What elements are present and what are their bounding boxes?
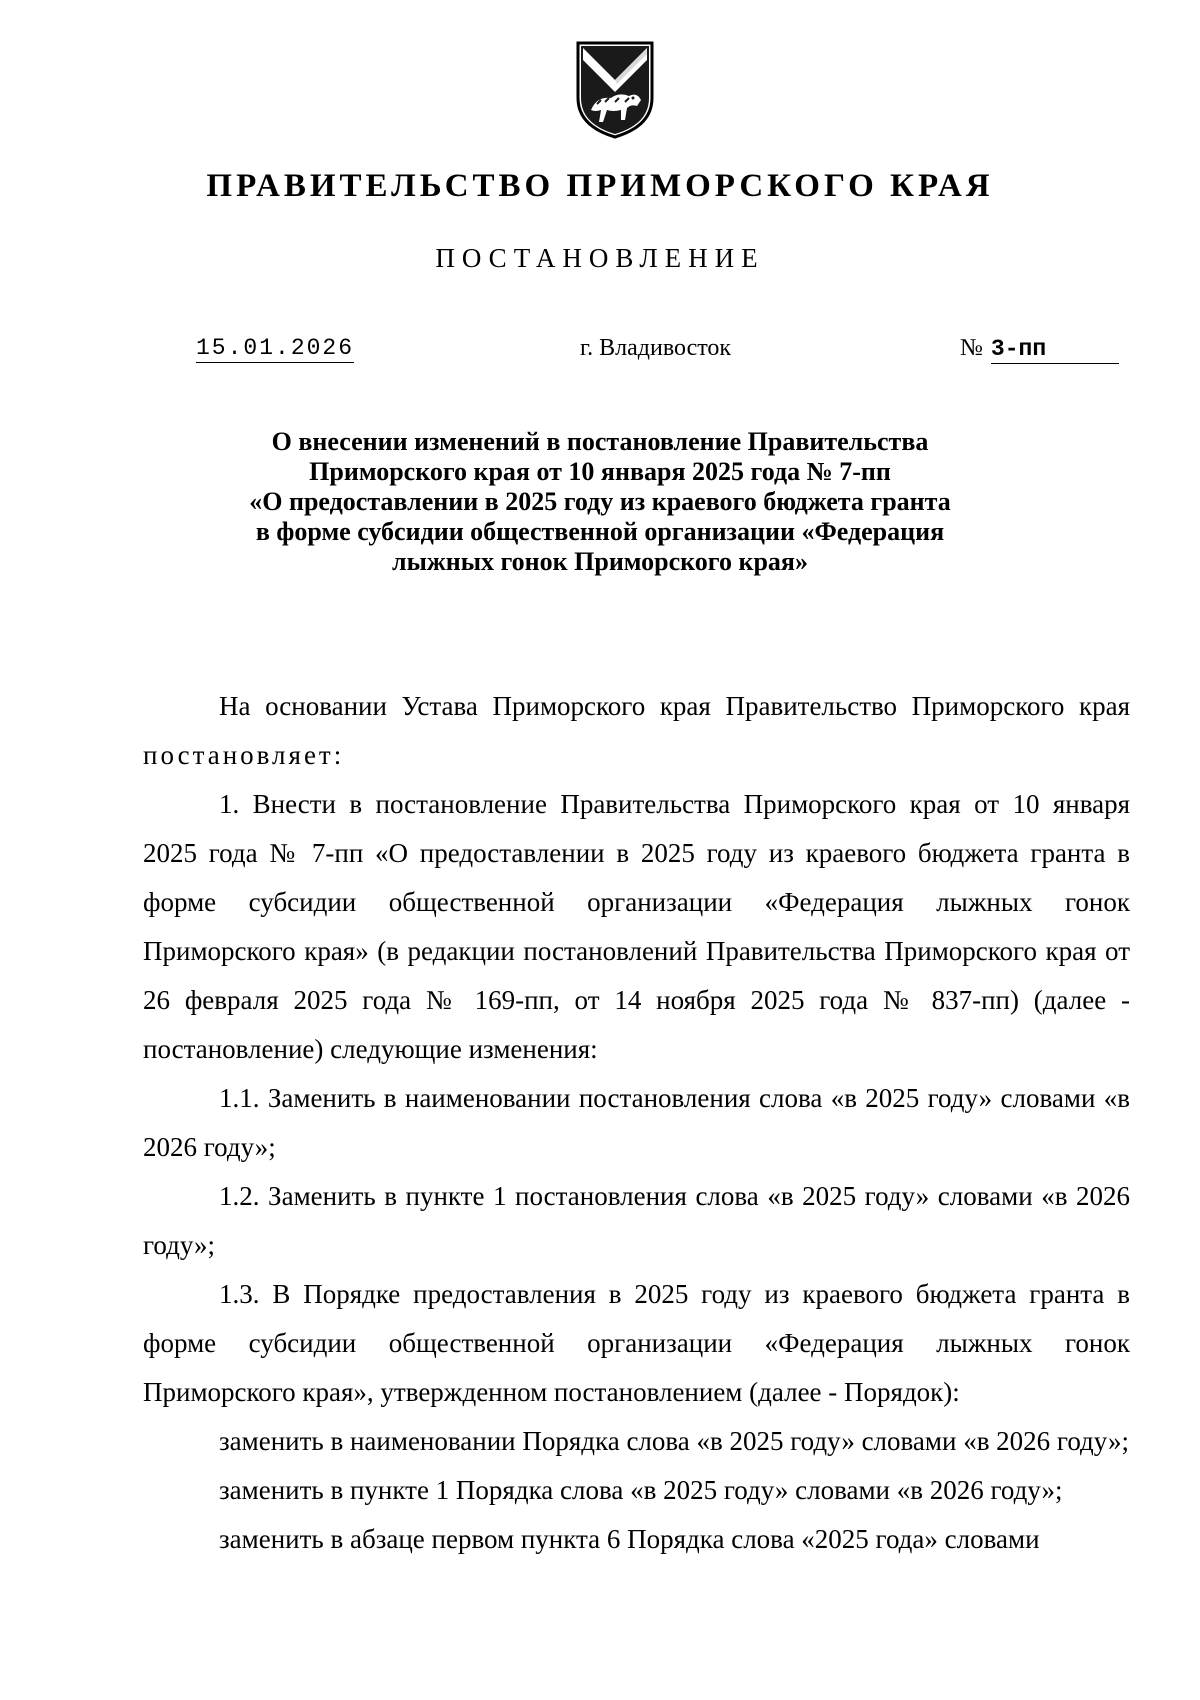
heading-line: лыжных гонок Приморского края» bbox=[392, 547, 808, 576]
coat-of-arms-icon bbox=[575, 40, 655, 140]
document-body bbox=[143, 682, 1130, 1564]
intro-resolves: постановляет: bbox=[143, 740, 345, 770]
heading-line: в форме субсидии общественной организации «Федерация bbox=[255, 517, 945, 546]
heading-line: О внесении изменений в постановление Правительства bbox=[271, 427, 929, 456]
document-type: ПОСТАНОВЛЕНИЕ bbox=[435, 243, 765, 273]
heading-line: Приморского края от 10 января 2025 года № 7-пп bbox=[309, 457, 891, 486]
document-city: г. Владивосток bbox=[580, 335, 732, 361]
document-date: 15.01.2026 bbox=[196, 335, 355, 361]
document-number bbox=[960, 335, 1119, 364]
body-paragraph: 1. Внести в постановление Правительства Приморского края от 10 января 2025 года № 7-пп «О предоставлении в 2025 году из краевого бюджета гранта в форме субсидии общественной организации «Федерация лыжных гонок Приморского края» (в редакции постановлений Правительства Приморского края от 26 февраля 2025 года № 169-пп, от 14 ноября 2025 года № 837-пп) (далее - постановление) следующие изменения: bbox=[143, 789, 1130, 1064]
number-value: 3-пп bbox=[991, 336, 1119, 364]
intro-paragraph bbox=[143, 682, 1130, 780]
intro-text: На основании Устава Приморского края Правительство Приморского края bbox=[219, 691, 1130, 721]
body-paragraph: заменить в пункте 1 Порядка слова «в 2025 году» словами «в 2026 году»; bbox=[219, 1475, 1063, 1505]
number-label: № bbox=[960, 335, 983, 361]
document-heading bbox=[200, 427, 1000, 577]
body-paragraph: заменить в наименовании Порядка слова «в 2025 году» словами «в 2026 году»; bbox=[219, 1426, 1129, 1456]
body-paragraph: 1.1. Заменить в наименовании постановления слова «в 2025 году» словами «в 2026 году»; bbox=[143, 1083, 1130, 1162]
government-title: ПРАВИТЕЛЬСТВО ПРИМОРСКОГО КРАЯ bbox=[206, 168, 994, 204]
heading-line: «О предоставлении в 2025 году из краевого бюджета гранта bbox=[249, 487, 951, 516]
body-paragraph: 1.2. Заменить в пункте 1 постановления слова «в 2025 году» словами «в 2026 году»; bbox=[143, 1181, 1130, 1260]
body-paragraph: заменить в абзаце первом пункта 6 Порядка слова «2025 года» словами bbox=[219, 1524, 1040, 1554]
body-paragraph: 1.3. В Порядке предоставления в 2025 году из краевого бюджета гранта в форме субсидии общественной организации «Федерация лыжных гонок Приморского края», утвержденном постановлением (далее - Порядок): bbox=[143, 1279, 1130, 1407]
